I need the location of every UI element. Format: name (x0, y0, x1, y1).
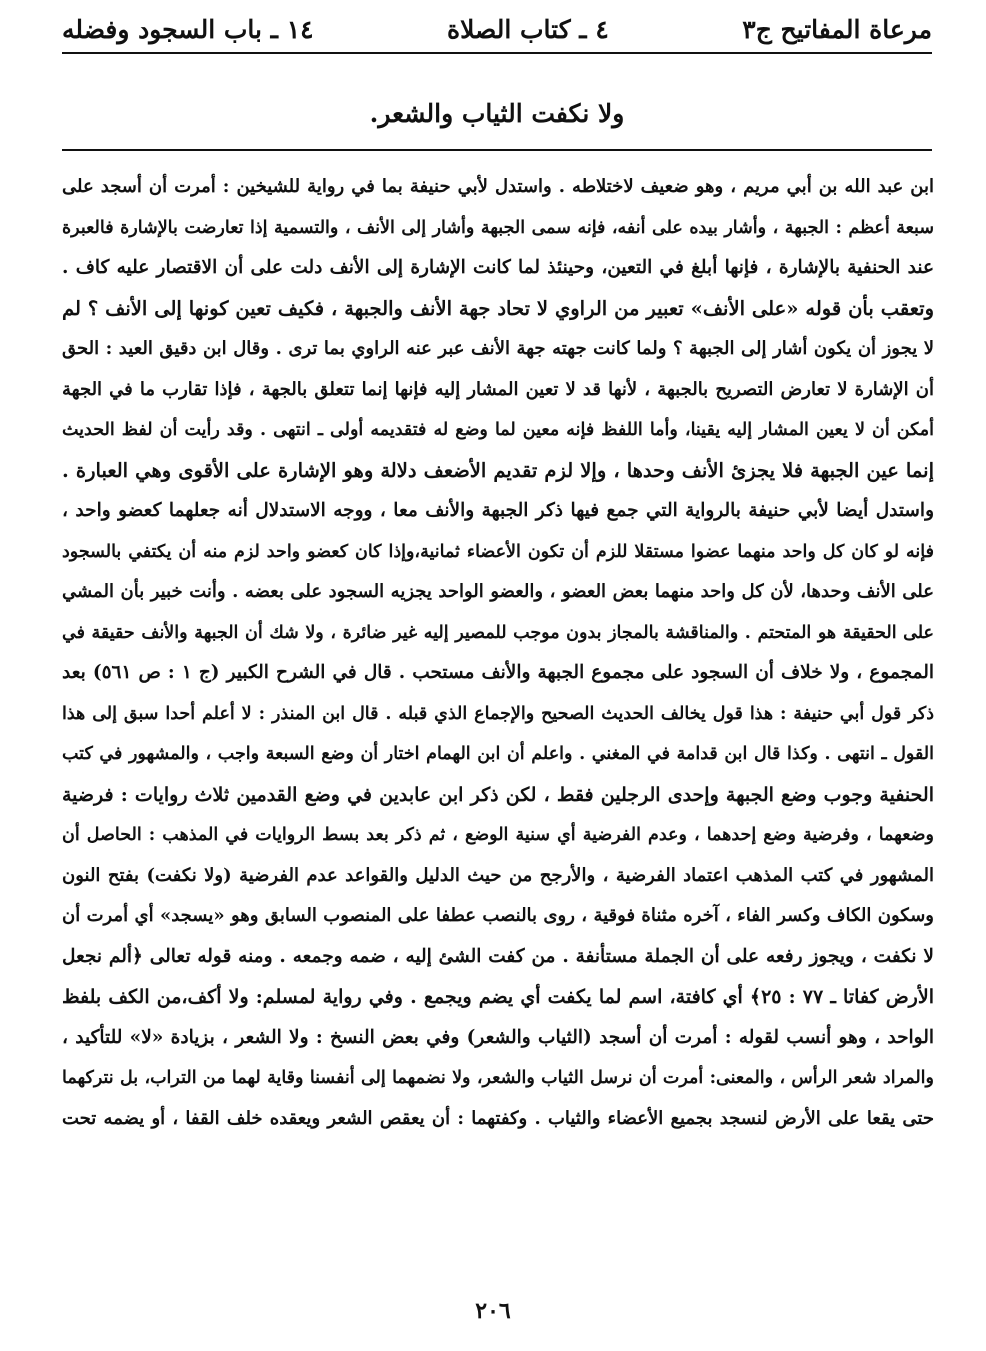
commentary-line: حتى يقعا على الأرض لنسجد بجميع الأعضاء والثياب . وكفتهما : أن يعقص الشعر ويعقده خلف القفا ، أو يضمه تحت (62, 1107, 934, 1129)
header-section-title: ١٤ ـ باب السجود وفضله (62, 14, 314, 44)
header-divider (62, 52, 932, 54)
commentary-body (62, 167, 934, 1139)
header-book-title: مرعاة المفاتيح ج٣ (742, 14, 932, 44)
commentary-line: أمكن أن لا يعين المشار إليه يقينا، وأما اللفظ فإنه معين لما وضع له فتقديمه أولى ـ انتهى . وقد رأيت أن لفظ الحديث (62, 420, 934, 440)
commentary-line: الحنفية وجوب وضع الجبهة وإحدى الرجلين فقط ، لكن ذكر ابن عابدين في وضع القدمين ثلاث روايات : فرضية (62, 783, 934, 806)
commentary-line: واستدل أيضا لأبي حنيفة بالرواية التي جمع فيها ذكر الجبهة والأنف معا ، ووجه الاستدلال أنه جعلهما كعضو واحد ، (62, 500, 934, 521)
running-header (62, 8, 932, 50)
commentary-line: ذكر قول أبي حنيفة : هذا قول يخالف الحديث الصحيح والإجماع الذي قبله . قال ابن المنذر : لا أعلم أحدا سبق إلى هذا (62, 703, 934, 724)
page-number: ٢٠٦ (475, 1298, 511, 1324)
commentary-line: وتعقب بأن قوله «على الأنف» تعبير من الراوي لا تحاد جهة الأنف والجبهة ، فكيف تعين كونها إلى الأنف ؟ لم (62, 296, 934, 320)
commentary-line: لا يجوز أن يكون أشار إلى الجبهة ؟ ولما كانت جهته جهة الأنف عبر عنه الراوي بما ترى . وقال ابن دقيق العيد : الحق (62, 338, 934, 359)
header-chapter-title: ٤ ـ كتاب الصلاة (447, 14, 609, 44)
hadith-text: ولا نكفت الثياب والشعر. (369, 99, 625, 128)
commentary-line: إنما عين الجبهة فلا يجزئ الأنف وحدها ، وإلا لزم تقديم الأضعف دلالة وهو الإشارة على الأقوى وهي العبارة . (62, 458, 934, 482)
commentary-line: القول ـ انتهى . وكذا قال ابن قدامة في المغني . واعلم أن ابن الهمام اختار أن وضع السبعة واجب ، والمشهور في كتب (62, 744, 934, 764)
commentary-line: والمراد شعر الرأس ، والمعنى: أمرت أن نرسل الثياب والشعر، ولا نضمهما إلى أنفسنا وقاية لهما من التراب، بل نتركهما (62, 1068, 934, 1088)
commentary-line: سبعة أعظم : الجبهة ، وأشار بيده على أنفه، فإنه سمى الجبهة وأشار إلى الأنف ، والتسمية إذا تعارضت بالإشارة فالعبرة (62, 217, 934, 238)
commentary-line: فإنه لو كان كل واحد منهما عضوا مستقلا للزم أن تكون الأعضاء ثمانية،وإذا كان كعضو واحد لزم منه أن يكتفي بالسجود (62, 541, 934, 562)
commentary-line: أن الإشارة لا تعارض التصريح بالجبهة ، لأنها قد لا تعين المشار إليه فإنها إنما تتعلق بالجهة ، فإذا تقارب ما في الجهة (62, 378, 934, 400)
commentary-line: على الأنف وحدها، لأن كل واحد منهما بعض العضو ، والعضو الواحد يجزيه السجود على بعضه . وأنت خبير بأن المشي (62, 581, 934, 602)
commentary-line: الأرض كفاتا ـ ٧٧ : ٢٥﴾ أي كافتة، اسم لما يكفت أي يضم ويجمع . وفي رواية لمسلم: ولا أكف،من الكف بلفظ (62, 986, 934, 1008)
commentary-line: وضعهما ، وفرضية وضع إحدهما ، وعدم الفرضية أي سنية الوضع ، ثم ذكر بعد بسط الروايات في المذهب : الحاصل أن (62, 825, 934, 845)
commentary-line: لا نكفت ، ويجوز رفعه على أن الجملة مستأنفة . من كفت الشئ إليه ، ضمه وجمعه . ومنه قوله تعالى ﴿ألم نجعل (62, 945, 934, 967)
commentary-line: المجموع ، ولا خلاف أن السجود على مجموع الجبهة والأنف مستحب . قال في الشرح الكبير (ج ١ : ص ٥٦١) بعد (62, 662, 934, 683)
commentary-line: عند الحنفية بالإشارة ، فإنها أبلغ في التعين، وحينئذ لما كانت الإشارة إلى الأنف دلت على أن الاقتصار عليه كاف . (62, 257, 934, 278)
matn-divider (62, 149, 932, 151)
commentary-line: على الحقيقة هو المتحتم . والمناقشة بالمجاز بدون موجب للمصير إليه غير ضائرة ، ولا شك أن الجبهة والأنف حقيقة في (62, 622, 934, 643)
commentary-line: المشهور في كتب المذهب اعتماد الفرضية ، والأرجح من حيث الدليل والقواعد عدم الفرضية (ولا نكفت) بفتح النون (62, 864, 934, 886)
commentary-line: الواحد ، وهو أنسب لقوله : أمرت أن أسجد (الثياب والشعر) وفي بعض النسخ : ولا الشعر ، بزيادة «لا» للتأكيد ، (62, 1026, 934, 1048)
commentary-line: وسكون الكاف وكسر الفاء ، آخره مثناة فوقية ، روى بالنصب عطفا على المنصوب السابق وهو «يسجد» أي أمرت أن (62, 905, 934, 926)
commentary-line: ابن عبد الله بن أبي مريم ، وهو ضعيف لاختلاطه . واستدل لأبي حنيفة بما في رواية للشيخين : أمرت أن أسجد على (62, 176, 934, 197)
